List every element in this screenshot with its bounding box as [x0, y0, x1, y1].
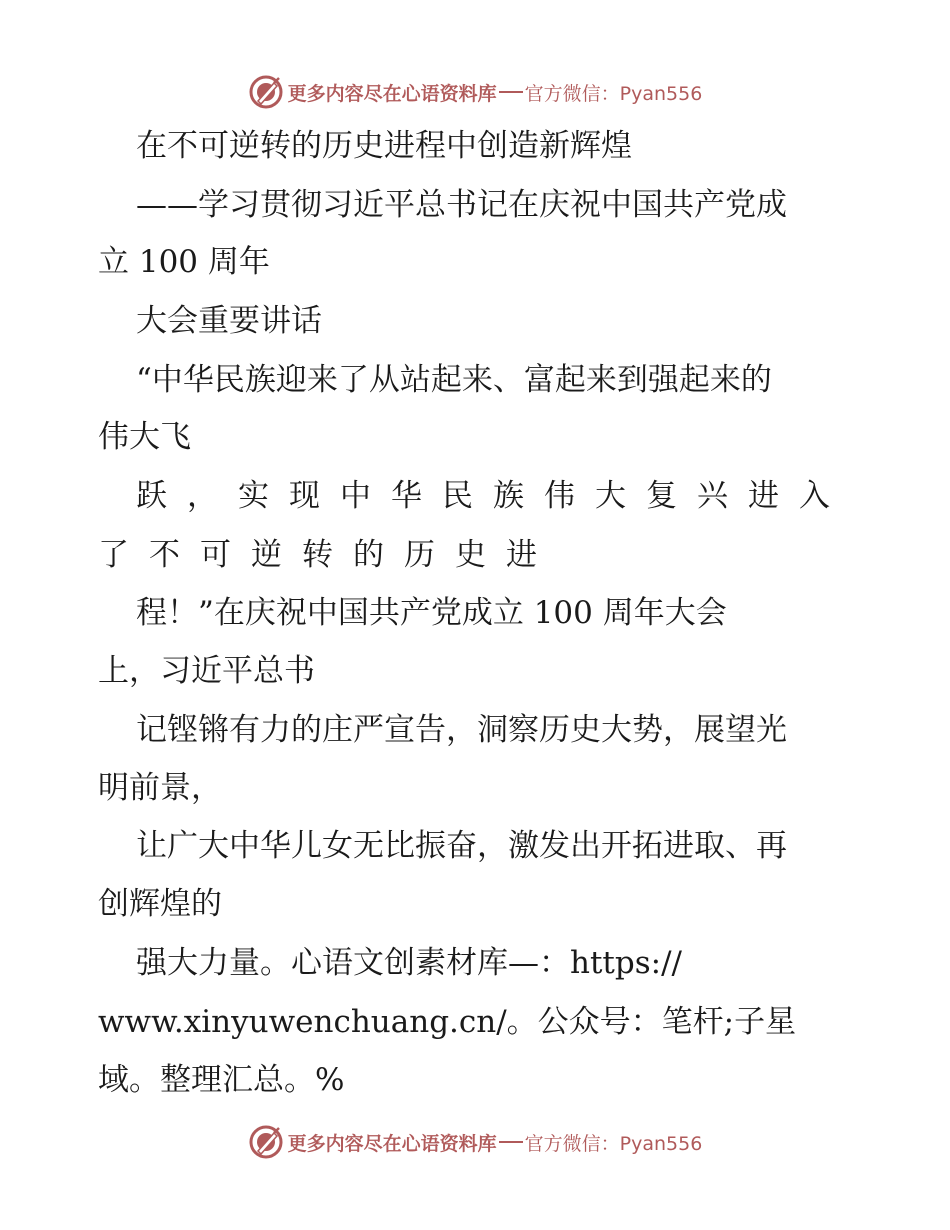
body-line: 程！”在庆祝中国共产党成立 100 周年大会: [136, 595, 727, 631]
article-subtitle-continued: 立 100 周年: [98, 244, 270, 280]
footer-banner-text: 更多内容尽在心语资料库: [287, 1132, 497, 1155]
body-line: 域。整理汇总。%: [98, 1062, 345, 1098]
article-subtitle-continued: 大会重要讲话: [136, 303, 322, 339]
header-banner-text: 更多内容尽在心语资料库: [287, 82, 497, 105]
header-banner: [0, 72, 950, 112]
body-line: www.xinyuwenchuang.cn/。公众号：笔杆;子星: [98, 1004, 797, 1040]
pen-logo-icon: [248, 1124, 284, 1160]
footer-banner-divider: [499, 1141, 523, 1143]
body-line: 了不可逆转的历史进: [98, 537, 557, 573]
body-line: 强大力量。心语文创素材库—：https://: [136, 945, 682, 981]
header-banner-divider: [499, 91, 523, 93]
body-line: 记铿锵有力的庄严宣告，洞察历史大势，展望光: [136, 712, 787, 748]
body-line: “中华民族迎来了从站起来、富起来到强起来的: [136, 362, 772, 398]
body-line: 明前景，: [98, 770, 222, 806]
body-line: 伟大飞: [98, 419, 191, 455]
footer-banner: [0, 1122, 950, 1162]
header-banner-wechat: 官方微信：Pyan556: [524, 82, 703, 105]
article-title: 在不可逆转的历史进程中创造新辉煌: [136, 128, 632, 164]
pen-logo-icon: [248, 74, 284, 110]
body-line: 让广大中华儿女无比振奋，激发出开拓进取、再: [136, 828, 787, 864]
footer-banner-wechat: 官方微信：Pyan556: [524, 1132, 703, 1155]
body-line: 创辉煌的: [98, 886, 222, 922]
article-subtitle: ——学习贯彻习近平总书记在庆祝中国共产党成: [136, 187, 787, 223]
body-line: 跃，实现中华民族伟大复兴进入: [136, 478, 850, 514]
body-line: 上，习近平总书: [98, 653, 315, 689]
